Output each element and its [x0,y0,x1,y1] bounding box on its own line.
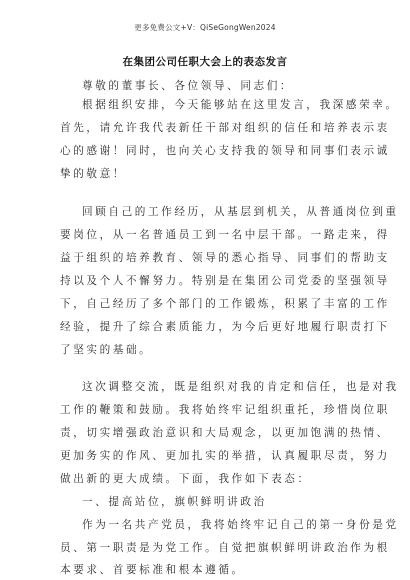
paragraph-line: 了坚实的基础。 [60,344,153,356]
header-note: 更多免费公文+V：QiSeGongWen2024 [134,23,276,32]
paragraph-line: 回顾自己的工作经历，从基层到机关，从普通岗位到重 [82,206,399,218]
section-heading: 一、提高站位，旗帜鲜明讲政治 [82,496,267,508]
paragraph-line: 根据组织安排，今天能够站在这里发言，我深感荣幸。 [82,99,399,111]
paragraph-line: 更加务实的作风、更加扎实的举措，认真履职尽责，努力 [60,450,390,462]
paragraph-line: 挚的敬意！ [60,168,126,180]
paragraph-line: 要岗位，从一名普通员工到一名中层干部。一路走来，得 [60,229,390,241]
document-title: 在集团公司任职大会上的表态发言 [122,56,288,68]
paragraph-line: 这次调整交流，既是组织对我的肯定和信任，也是对我 [82,381,399,393]
paragraph-line: 本要求、首要标准和根本遵循。 [60,564,245,576]
paragraph-line: 经验，提升了综合素质能力，为今后更好地履行职责打下 [60,321,390,333]
paragraph-line: 做出新的更大成绩。下面，我作如下表态： [60,473,311,485]
paragraph-line: 作为一名共产党员，我将始终牢记自己的第一身份是党 [82,519,399,531]
paragraph-line: 心的感谢！同时，也向关心支持我的领导和同事们表示诚 [60,145,390,157]
paragraph-line: 责，切实增强政治意识和大局观念，以更加饱满的热情、 [60,427,390,439]
paragraph-line: 下，自己经历了多个部门的工作锻炼，积累了丰富的工作 [60,298,390,310]
paragraph-line: 持以及个人不懈努力。特别是在集团公司党委的坚强领导 [60,275,390,287]
paragraph-line: 工作的鞭策和鼓励。我将始终牢记组织重托，珍惜岗位职 [60,404,390,416]
paragraph-line: 员、第一职责是为党工作。自觉把旗帜鲜明讲政治作为根 [60,542,390,554]
paragraph-line: 益于组织的培养教育、领导的悉心指导、同事们的帮助支 [60,252,390,264]
salutation: 尊敬的董事长、各位领导、同志们： [82,80,294,92]
paragraph-line: 首先，请允许我代表新任干部对组织的信任和培养表示衷 [60,122,390,134]
